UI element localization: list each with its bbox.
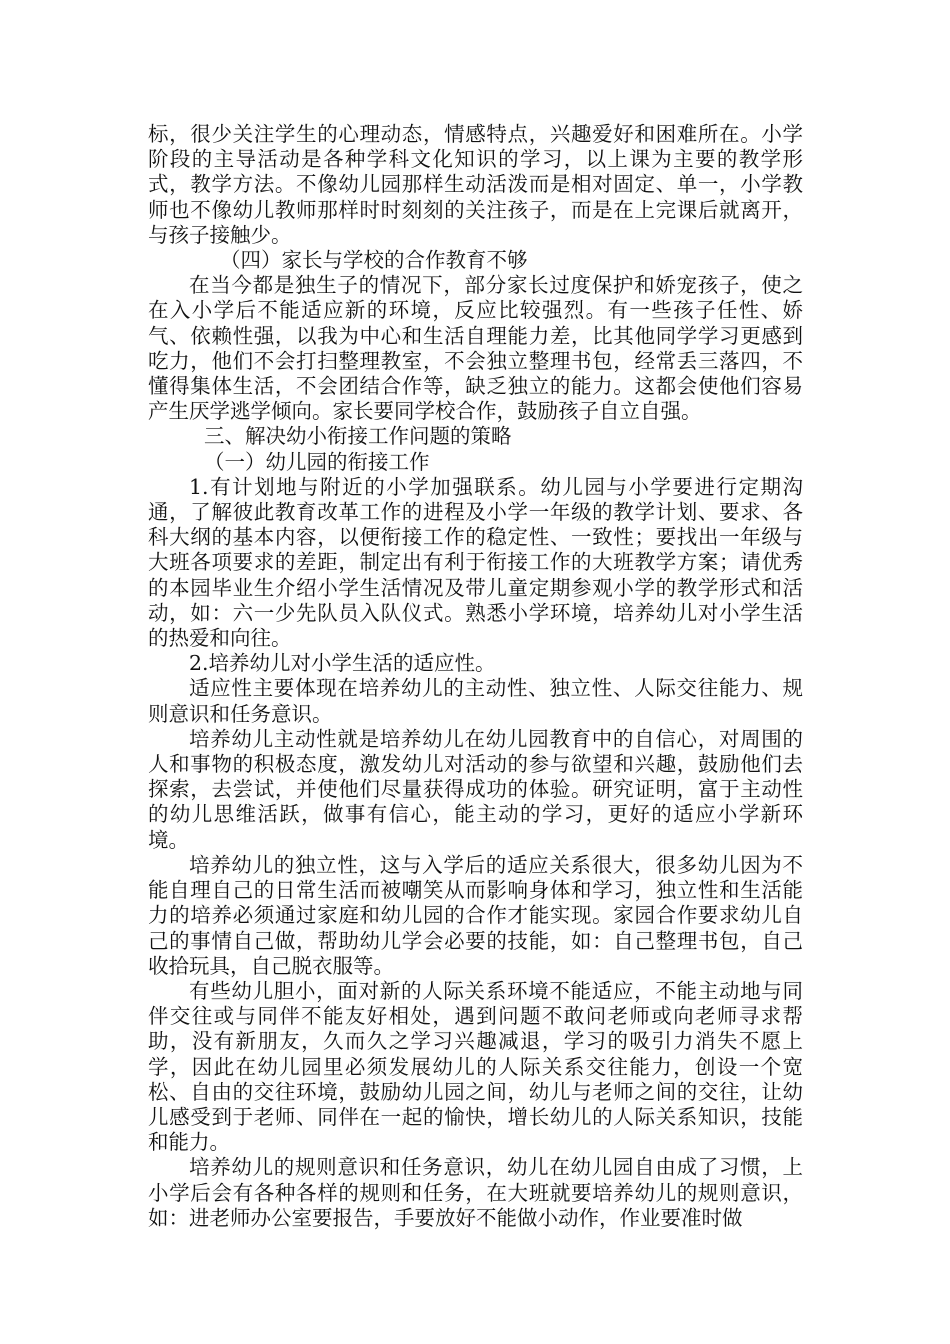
paragraph-initiative: 培养幼儿主动性就是培养幼儿在幼儿园教育中的自信心，对周围的人和事物的积极态度，激发幼儿对活动的参与欲望和兴趣，鼓励他们去探索，去尝试，并使他们尽量获得成功的体验。研究证明，富于主动性的幼儿思维活跃，做事有信心，能主动的学习，更好的适应小学新环境。	[148, 726, 803, 852]
section-heading-strategies: 三、解决幼小衔接工作问题的策略	[204, 424, 512, 449]
paragraph-item-1: 1.有计划地与附近的小学加强联系。幼儿园与小学要进行定期沟通，了解彼此教育改革工作的进程及小学一年级的教学计划、要求、各科大纲的基本内容，以便衔接工作的稳定性、一致性；要找出一年级与大班各项要求的差距，制定出有利于衔接工作的大班教学方案；请优秀的本园毕业生介绍小学生活情况及带儿童定期参观小学的教学形式和活动，如：六一少先队员入队仪式。熟悉小学环境，培养幼儿对小学生活的热爱和向往。	[148, 474, 803, 651]
paragraph-adaptability: 适应性主要体现在培养幼儿的主动性、独立性、人际交往能力、规则意识和任务意识。	[148, 676, 803, 726]
paragraph-continued: 标，很少关注学生的心理动态，情感特点，兴趣爱好和困难所在。小学阶段的主导活动是各种学科文化知识的学习，以上课为主要的教学形式，教学方法。不像幼儿园那样生动活泼而是相对固定、单一，小学教师也不像幼儿教师那样时时刻刻的关注孩子，而是在上完课后就离开，与孩子接触少。	[148, 122, 803, 247]
paragraph-rules-awareness: 培养幼儿的规则意识和任务意识，幼儿在幼儿园自由成了习惯，上小学后会有各种各样的规则和任务，在大班就要培养幼儿的规则意识，如：进老师办公室要报告，手要放好不能做小动作，作业要准时做	[148, 1155, 803, 1230]
paragraph-only-child: 在当今都是独生子的情况下，部分家长过度保护和娇宠孩子，使之在入小学后不能适应新的环境，反应比较强烈。有一些孩子任性、娇气、依赖性强，以我为中心和生活自理能力差，比其他同学学习更感到吃力，他们不会打扫整理教室，不会独立整理书包，经常丢三落四，不懂得集体生活，不会团结合作等，缺乏独立的能力。这都会使他们容易产生厌学逃学倾向。家长要同学校合作，鼓励孩子自立自强。	[148, 273, 803, 424]
document-body	[148, 122, 803, 1231]
paragraph-independence: 培养幼儿的独立性，这与入学后的适应关系很大，很多幼儿因为不能自理自己的日常生活而被嘲笑从而影响身体和学习，独立性和生活能力的培养必须通过家庭和幼儿园的合作才能实现。家园合作要求幼儿自己的事情自己做，帮助幼儿学会必要的技能，如：自己整理书包，自己收拾玩具，自己脱衣服等。	[148, 852, 803, 978]
subheading-kindergarten-work: （一）幼儿园的衔接工作	[204, 449, 430, 474]
paragraph-social-skills: 有些幼儿胆小，面对新的人际关系环境不能适应，不能主动地与同伴交往或与同伴不能友好相处，遇到问题不敢问老师或向老师寻求帮助，没有新朋友，久而久之学习兴趣减退，学习的吸引力消失不愿上学，因此在幼儿园里必须发展幼儿的人际关系交往能力，创设一个宽松、自由的交往环境，鼓励幼儿园之间，幼儿与老师之间的交往，让幼儿感受到于老师、同伴在一起的愉快，增长幼儿的人际关系知识，技能和能力。	[148, 978, 803, 1155]
subheading-family-school-cooperation: （四）家长与学校的合作教育不够	[220, 248, 528, 273]
paragraph-item-2: 2.培养幼儿对小学生活的适应性。	[189, 651, 496, 676]
